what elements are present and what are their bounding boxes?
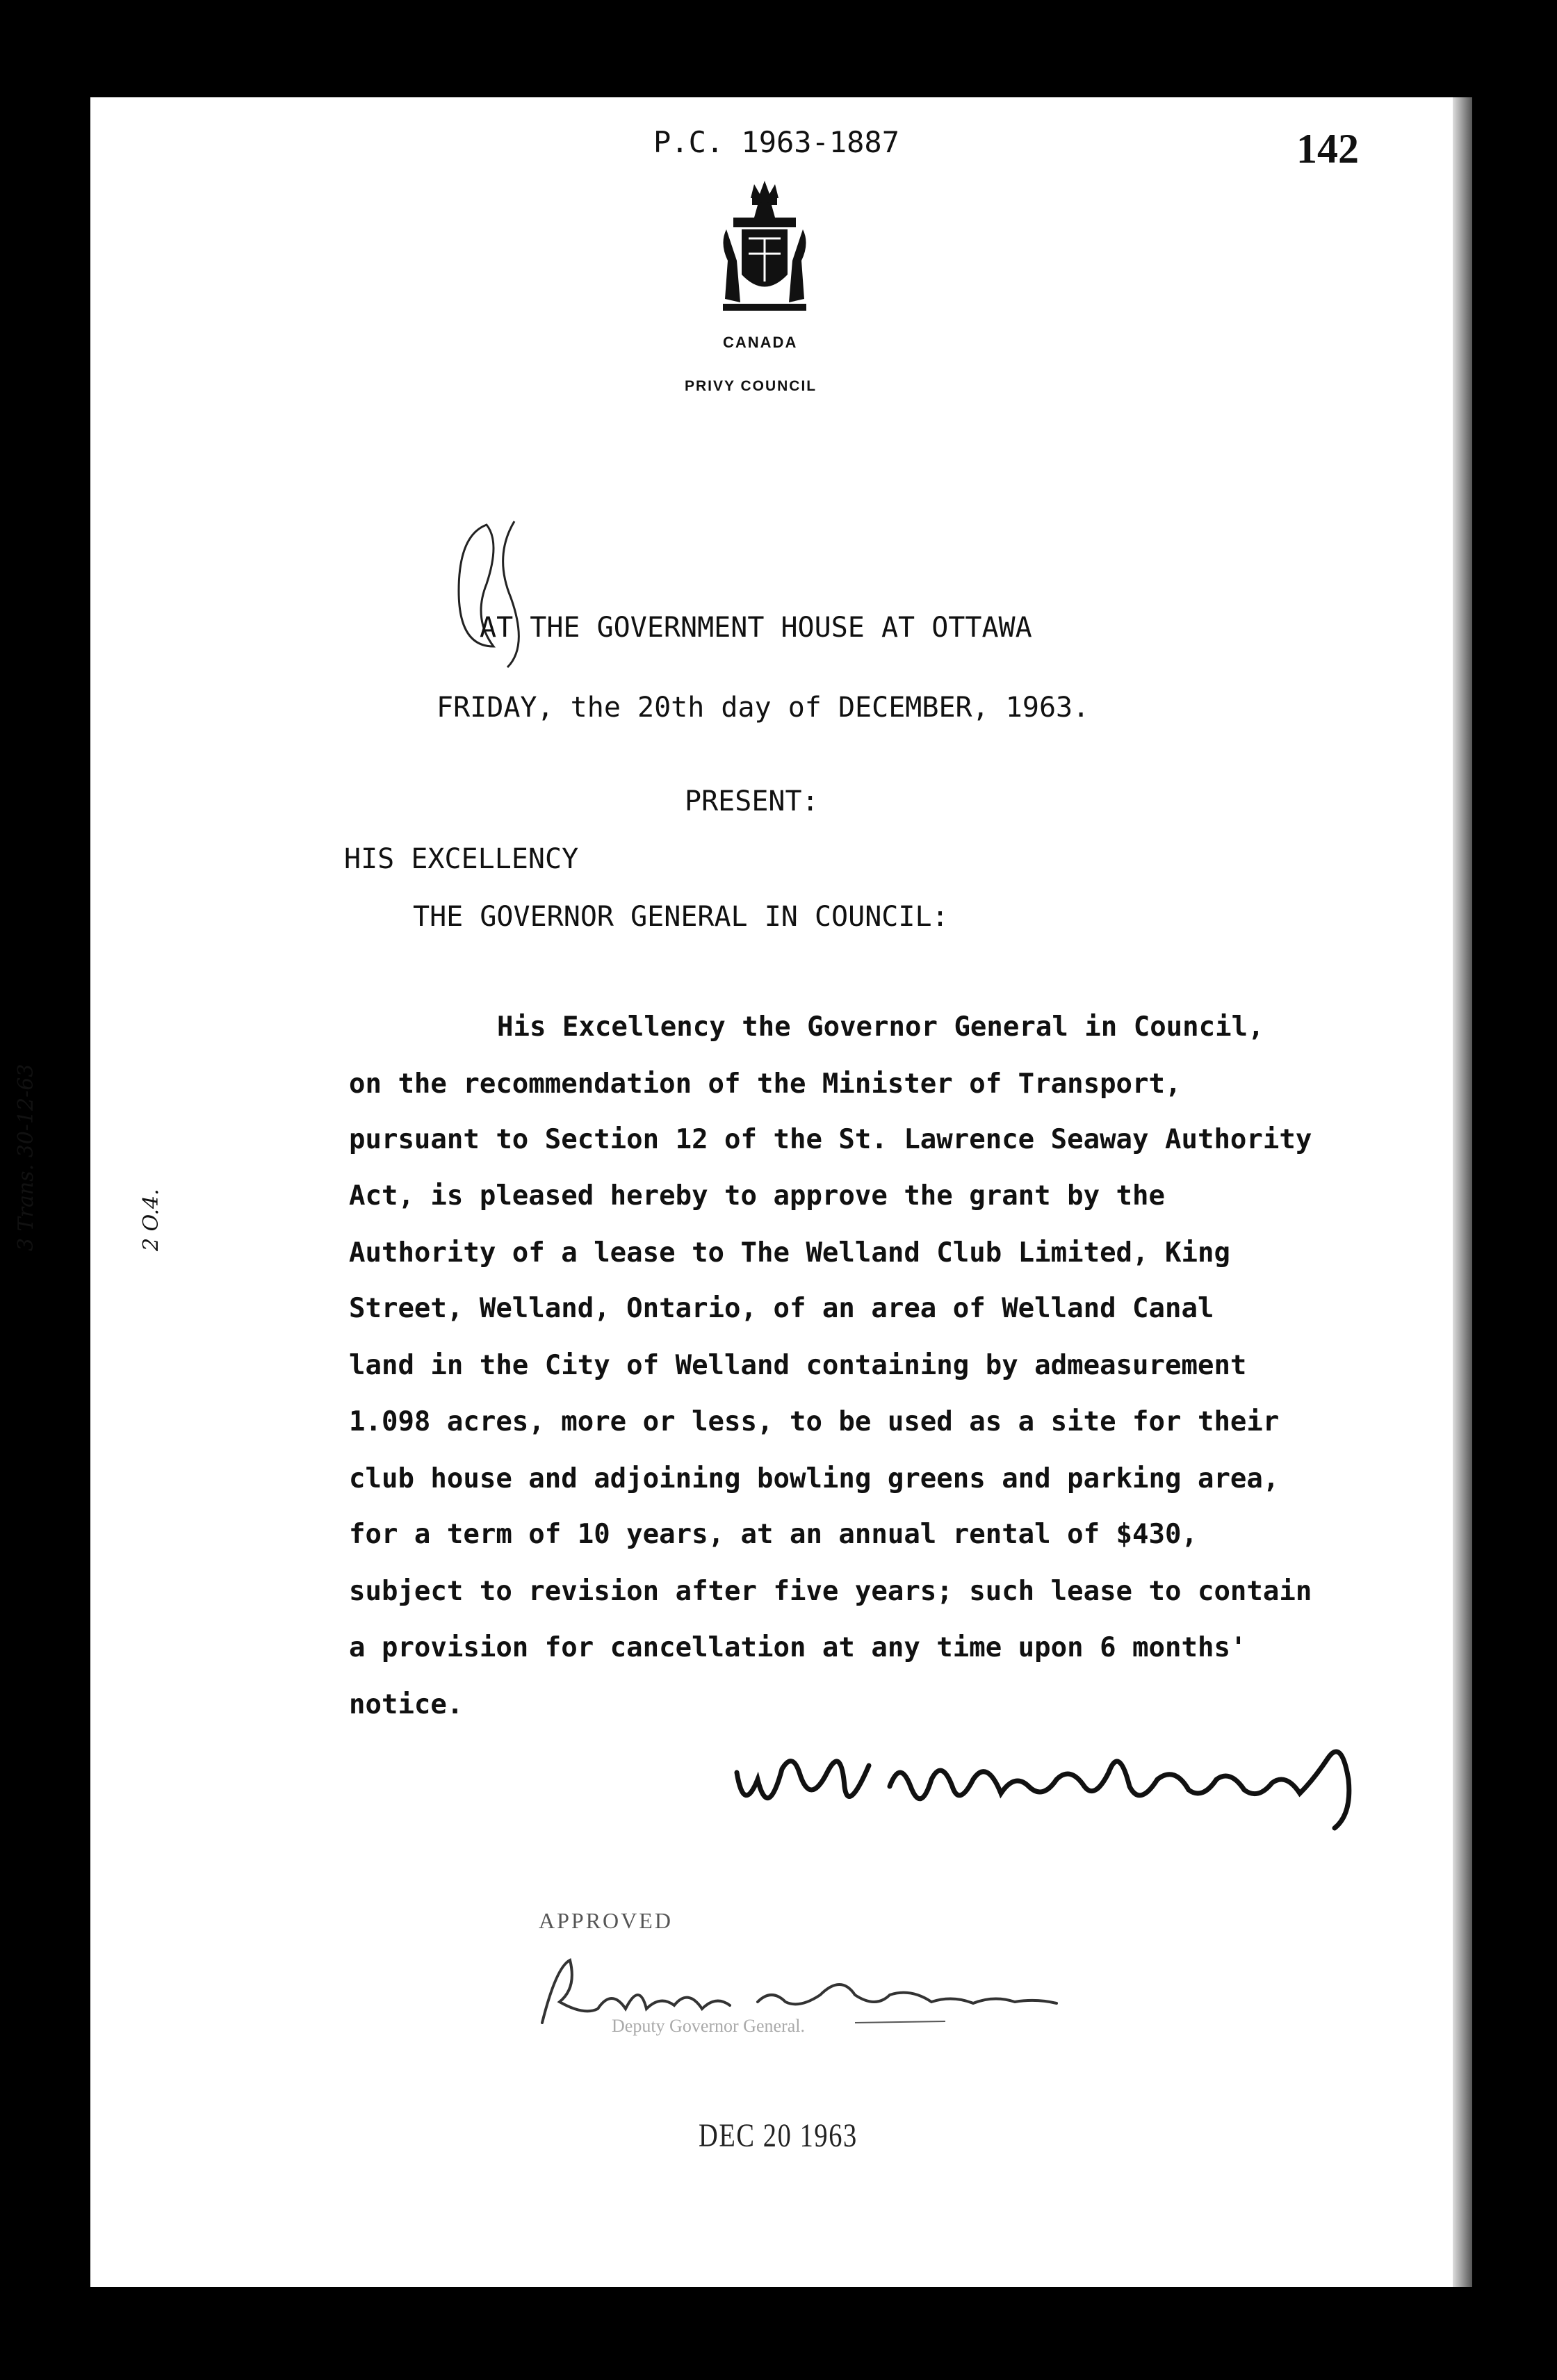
body-line: on the recommendation of the Minister of Transport, bbox=[349, 1068, 1182, 1100]
body-line: club house and adjoining bowling greens and parking area, bbox=[349, 1463, 1280, 1494]
deputy-governor-title: Deputy Governor General. bbox=[612, 2016, 805, 2036]
approval-date-stamp: DEC 20 1963 bbox=[699, 2117, 858, 2154]
country-label: CANADA bbox=[723, 334, 798, 351]
body-line: subject to revision after five years; such lease to contain bbox=[349, 1576, 1312, 1607]
date-line: FRIDAY, the 20th day of DECEMBER, 1963. bbox=[437, 692, 1090, 724]
margin-note-line2: 2 O.4. bbox=[139, 1189, 163, 1251]
place-line: AT THE GOVERNMENT HOUSE AT OTTAWA bbox=[480, 612, 1032, 644]
handwritten-mark-icon bbox=[445, 514, 556, 674]
body-line: 1.098 acres, more or less, to be used as a site for their bbox=[349, 1406, 1280, 1437]
governor-general-line: THE GOVERNOR GENERAL IN COUNCIL: bbox=[413, 901, 949, 933]
office-label: PRIVY COUNCIL bbox=[685, 378, 817, 394]
his-excellency: HIS EXCELLENCY bbox=[344, 843, 579, 875]
body-line: Act, is pleased hereby to approve the grant by the bbox=[349, 1180, 1165, 1212]
margin-note-line1: 3 Trans. 30-12-63 bbox=[14, 1063, 38, 1251]
page-number: 142 bbox=[1296, 126, 1359, 172]
pc-number: P.C. 1963-1887 bbox=[653, 125, 900, 159]
body-line: a provision for cancellation at any time upon 6 months' bbox=[349, 1632, 1247, 1663]
approved-stamp: APPROVED bbox=[539, 1908, 673, 1933]
present-label: PRESENT: bbox=[685, 785, 819, 817]
body-line: His Excellency the Governor General in Council, bbox=[497, 1011, 1264, 1043]
body-line: for a term of 10 years, at an annual rental of $430, bbox=[349, 1519, 1198, 1550]
body-line: land in the City of Welland containing by admeasurement bbox=[349, 1350, 1247, 1381]
body-line: Authority of a lease to The Welland Club Limited, King bbox=[349, 1237, 1230, 1269]
body-line: Street, Welland, Ontario, of an area of Welland Canal bbox=[349, 1293, 1214, 1324]
clerk-signature bbox=[730, 1731, 1411, 1835]
page-edge-shadow bbox=[1453, 97, 1472, 2287]
body-line: pursuant to Section 12 of the St. Lawrence Seaway Authority bbox=[349, 1124, 1312, 1155]
canada-coat-of-arms-icon bbox=[712, 177, 817, 316]
body-line: notice. bbox=[349, 1689, 464, 1720]
